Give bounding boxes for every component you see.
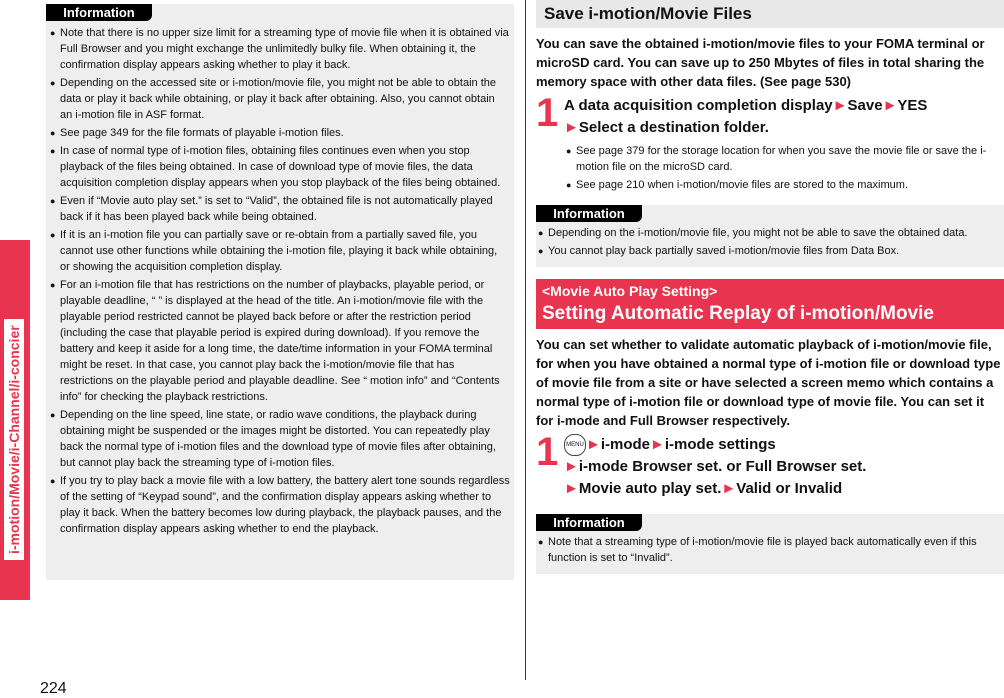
list-item: ● Even if “Movie auto play set.” is set to “Valid”, the obtained file is not automatically played back if it has been played back while being obtained.: [48, 193, 510, 225]
browser-set-option: i-mode Browser set. or Full Browser set.: [578, 458, 867, 476]
auto-play-information-box: [536, 514, 1004, 574]
auto-play-title: Setting Automatic Replay of i-motion/Movie: [542, 303, 934, 324]
arrow-icon: ►: [832, 97, 848, 114]
list-item: ● Depending on the line speed, line state, or radio wave conditions, the playback during obtaining might be suspended or the images might be distorted. You can repeatedly play back the normal type of i-motion files and the download type of movie files after obtaining, but cannot play back the streaming type of i-motion files.: [48, 407, 510, 471]
arrow-icon: ►: [564, 119, 579, 136]
list-item: ● If it is an i-motion file you can partially save or re-obtain from a partially saved file, you cannot use other functions while obtaining the i-motion file, playing it back while obtaining, or showing the acquisition completion display.: [48, 227, 510, 275]
auto-play-subtitle: <Movie Auto Play Setting>: [542, 283, 718, 299]
save-section-heading: Save i-motion/Movie Files: [536, 0, 1004, 28]
left-info-list: [48, 25, 510, 539]
imode-option: i-mode: [600, 436, 651, 453]
auto-play-step: [536, 430, 1004, 500]
step-number: 1: [536, 91, 559, 135]
side-tab-label: i-motion/Movie/i-Channel/i-concier: [4, 319, 24, 560]
valid-invalid-option: Valid or Invalid: [736, 480, 843, 498]
auto-play-intro: You can set whether to validate automatic playback of i-motion/movie file, for when you have obtained a normal type of i-motion file or download type of movie file from a site or have selected a screen memo which contains a normal type of i-motion file or download type of movie file. You can set it for i-mode and Full Browser respectively.: [536, 337, 1001, 428]
step-line: [564, 434, 1004, 456]
information-tag: Information: [536, 514, 642, 531]
list-item: ● In case of normal type of i-motion files, obtaining files continues even when you stop playback of the files being obtained. In case of download type of movie files, the data acquisition completion display appears when you stop playback of the files being obtained.: [48, 143, 510, 191]
list-item: ● Note that there is no upper size limit for a streaming type of movie file when it is obtained via Full Browser and you might exchange the unlimitedly bulky file. When obtaining it, the confirmation display appears asking whether to play it back.: [48, 25, 510, 73]
arrow-icon: ►: [586, 436, 601, 453]
step-text: Select a destination folder.: [578, 119, 769, 136]
list-item: ● Depending on the i-motion/movie file, you might not be able to save the obtained data.: [536, 225, 1004, 241]
list-item: ● If you try to play back a movie file with a low battery, the battery alert tone sounds regardless of the setting of “Keypad sound”, and the confirmation display appears asking whether to play it back. When the battery becomes low during playback, the playback pauses, and the confirmation display appears asking whether to end the playback.: [48, 473, 510, 537]
save-info-list: [536, 225, 1004, 259]
arrow-icon: ►: [564, 458, 579, 476]
list-item: ● See page 349 for the file formats of playable i-motion files.: [48, 125, 510, 141]
right-column: [536, 0, 1004, 574]
left-information-box: [46, 4, 514, 580]
list-item: ● See page 379 for the storage location for when you save the movie file or save the i-motion file on the microSD card.: [564, 143, 1004, 175]
save-intro: You can save the obtained i-motion/movie files to your FOMA terminal or microSD card. You can save up to 250 Mbytes of files in total sharing the memory space with other data files. (See page 530): [536, 36, 985, 89]
step-number: 1: [536, 430, 559, 474]
movie-auto-option: Movie auto play set.: [578, 480, 722, 498]
save-step: [536, 91, 1004, 193]
arrow-icon: ►: [721, 480, 737, 498]
yes-option: YES: [897, 97, 928, 114]
step-line: [564, 456, 1004, 478]
step-line: [564, 95, 1004, 117]
auto-play-info-list: [536, 534, 1004, 566]
list-item: ● Depending on the accessed site or i-motion/movie file, you might not be able to obtain the data or play it back while obtaining, or play it back after obtaining. Also, you cannot obtain an i-motion file in ASF format.: [48, 75, 510, 123]
save-information-box: [536, 205, 1004, 267]
list-item: ● You cannot play back partially saved i-motion/movie files from Data Box.: [536, 243, 1004, 259]
list-item: ● See page 210 when i-motion/movie files are stored to the maximum.: [564, 177, 1004, 193]
save-option: Save: [847, 97, 883, 114]
information-tag: Information: [536, 205, 642, 222]
arrow-icon: ►: [650, 436, 665, 453]
page-number: 224: [40, 680, 67, 697]
list-item: ● Note that a streaming type of i-motion/movie file is played back automatically even if this function is set to “Invalid”.: [536, 534, 1004, 566]
arrow-icon: ►: [564, 480, 579, 498]
auto-play-heading: [536, 279, 1004, 329]
information-tag: Information: [46, 4, 152, 21]
arrow-icon: ►: [882, 97, 898, 114]
list-item: ● For an i-motion file that has restrictions on the number of playbacks, playable period, or playable deadline, “ ” is displayed at the head of the title. An i-motion/movie file with the playable period restricted cannot be played back before or after the restriction period (including the case that playable period is expired during download). If you remove the battery and keep it aside for a long time, the date/time information in your FOMA terminal might be reset. In that case, you cannot play back the i-motion/movie file that has restrictions on the playable period and playable deadline. See “ motion info” and “Contents info” for checking the playback restrictions.: [48, 277, 510, 405]
step-line: [564, 478, 1004, 500]
step-text: A data acquisition completion display: [564, 97, 833, 114]
side-tab: [0, 0, 30, 697]
imode-settings-option: i-mode settings: [664, 436, 776, 453]
save-notes: [564, 143, 1004, 193]
menu-key-icon: MENU: [564, 434, 586, 456]
step-line: [564, 117, 1004, 139]
column-divider: [525, 0, 526, 680]
